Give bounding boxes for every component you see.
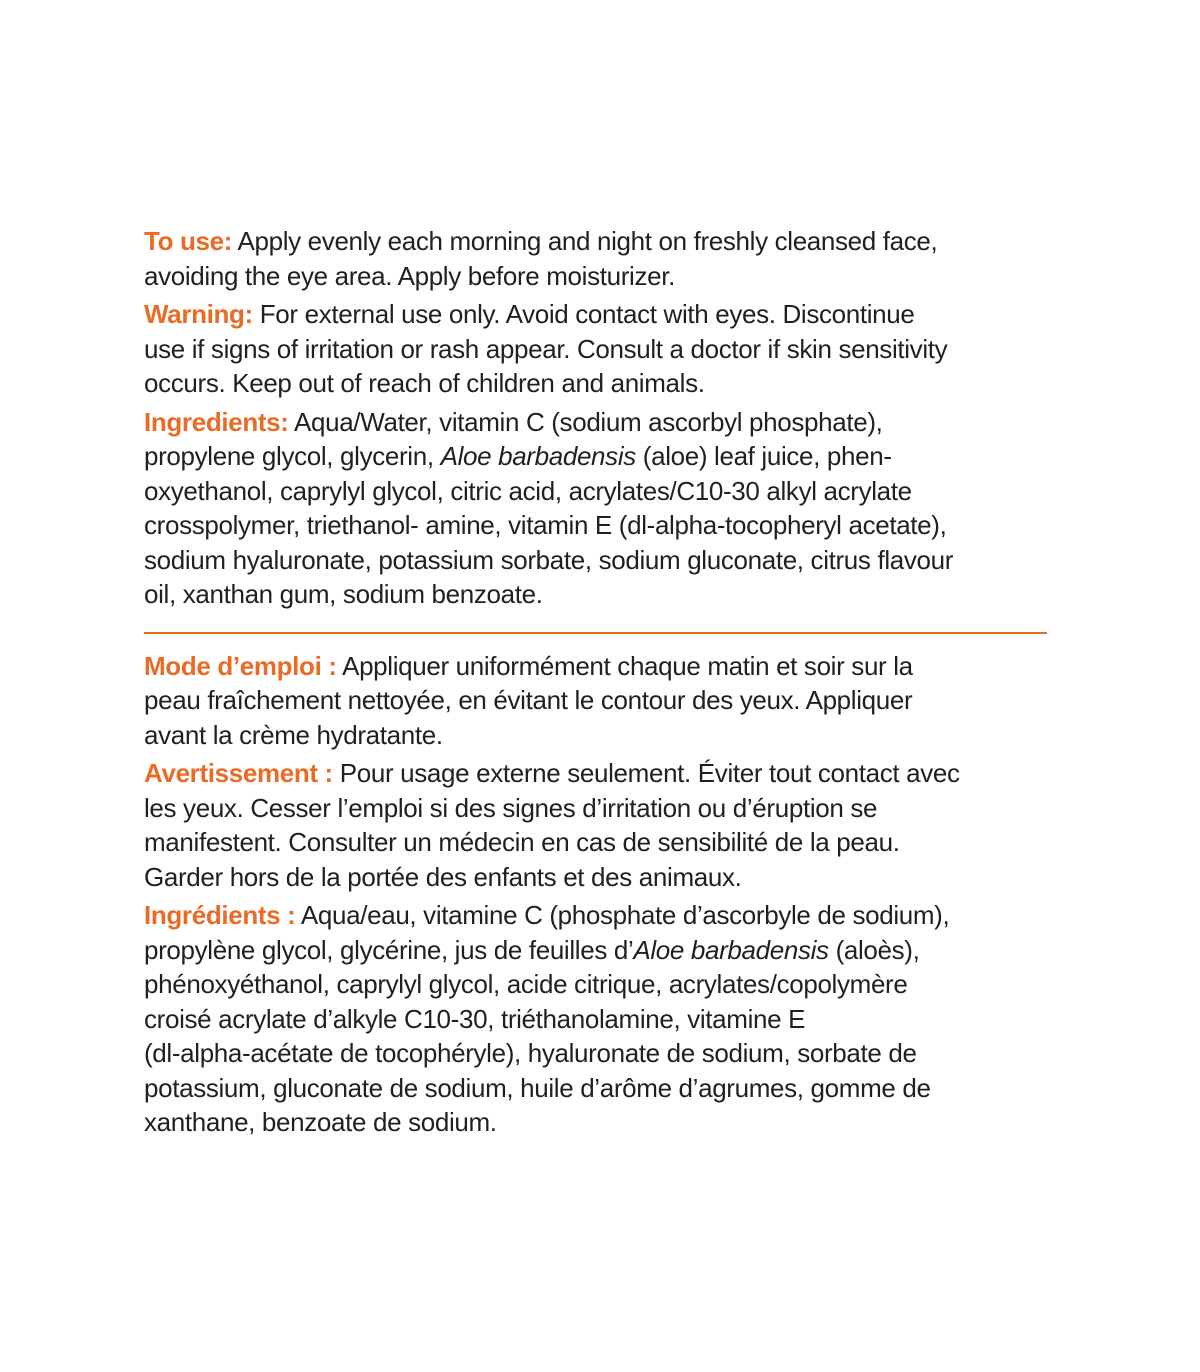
text-line [144,332,1104,367]
text-run: (aloe) leaf juice, phen- [635,441,892,471]
text-line [144,791,1104,826]
text-run: Pour usage externe seulement. Éviter tout contact avec [332,758,960,788]
text-line [144,439,1104,474]
text-run: (dl-alpha-acétate de tocophéryle), hyaluronate de sodium, sorbate de [144,1038,917,1068]
french-paragraph-1 [144,649,1104,753]
text-run: manifestent. Consulter un médecin en cas de sensibilité de la peau. [144,827,900,857]
text-run: use if signs of irritation or rash appear. Consult a doctor if skin sensitivity [144,333,948,364]
text-run: xanthane, benzoate de sodium. [144,1107,497,1137]
text-run: propylène glycol, glycérine, jus de feuilles d’ [144,934,634,965]
text-line [144,1071,1104,1106]
italic-text-run: Aloe barbadensis [633,934,829,965]
english-paragraph-2 [144,297,1104,401]
text-run: occurs. Keep out of reach of children and animals. [144,368,705,398]
text-line [144,860,1104,895]
english-section [144,224,1104,612]
text-run: avant la crème hydratante. [144,719,443,750]
text-line [144,577,1104,612]
english-paragraph-1 [144,224,1104,293]
text-line [144,1036,1104,1071]
english-paragraph-3 [144,405,1104,612]
text-run: Aqua/eau, vitamine C (phosphate d’ascorbyle de sodium), [295,900,950,930]
text-line [144,508,1104,543]
product-label [144,224,1104,1140]
text-run: avoiding the eye area. Apply before moisturizer. [144,260,675,291]
text-run: sodium hyaluronate, potassium sorbate, sodium gluconate, citrus flavour [144,544,954,575]
paragraph-heading: To use: [144,226,233,256]
text-line [144,259,1104,294]
text-run: oil, xanthan gum, sodium benzoate. [144,579,543,609]
text-run: Aqua/Water, vitamin C (sodium ascorbyl phosphate), [288,406,883,437]
section-divider [144,632,1047,634]
text-line [144,366,1104,401]
text-run: Apply evenly each morning and night on freshly cleansed face, [232,226,938,256]
paragraph-heading: Warning: [144,299,253,329]
paragraph-heading: Ingrédients : [144,900,296,930]
text-run: propylene glycol, glycerin, [144,441,441,471]
text-line [144,649,1104,684]
text-line [144,543,1104,578]
french-section [144,649,1104,1140]
text-line [144,933,1104,968]
text-run: peau fraîchement nettoyée, en évitant le contour des yeux. Appliquer [144,685,913,715]
paragraph-heading: Mode d’emploi : [144,650,337,681]
text-line [144,898,1104,933]
text-run: crosspolymer, triethanol- amine, vitamin E (dl-alpha-tocopheryl acetate), [144,510,947,540]
text-line [144,756,1104,791]
text-line [144,967,1104,1002]
text-run: oxyethanol, caprylyl glycol, citric acid, acrylates/C10-30 alkyl acrylate [144,475,912,506]
text-run: Appliquer uniformément chaque matin et soir sur la [336,650,913,681]
text-line [144,825,1104,860]
text-line [144,1105,1104,1140]
text-line [144,474,1104,509]
paragraph-heading: Ingredients: [144,406,289,437]
text-run: (aloès), [828,934,920,965]
french-paragraph-3 [144,898,1104,1140]
italic-text-run: Aloe barbadensis [440,441,636,471]
text-line [144,224,1104,259]
text-run: les yeux. Cesser l’emploi si des signes d’irritation ou d’éruption se [144,792,878,823]
paragraph-heading: Avertissement : [144,758,333,788]
text-line [144,1002,1104,1037]
text-line [144,683,1104,718]
text-line [144,718,1104,753]
text-run: croisé acrylate d’alkyle C10-30, triéthanolamine, vitamine E [144,1003,806,1034]
text-run: Garder hors de la portée des enfants et des animaux. [144,861,742,892]
text-run: For external use only. Avoid contact with eyes. Discontinue [252,299,915,329]
text-line [144,297,1104,332]
french-paragraph-2 [144,756,1104,894]
text-run: potassium, gluconate de sodium, huile d’arôme d’agrumes, gomme de [144,1072,931,1103]
text-line [144,405,1104,440]
text-run: phénoxyéthanol, caprylyl glycol, acide citrique, acrylates/copolymère [144,969,908,999]
